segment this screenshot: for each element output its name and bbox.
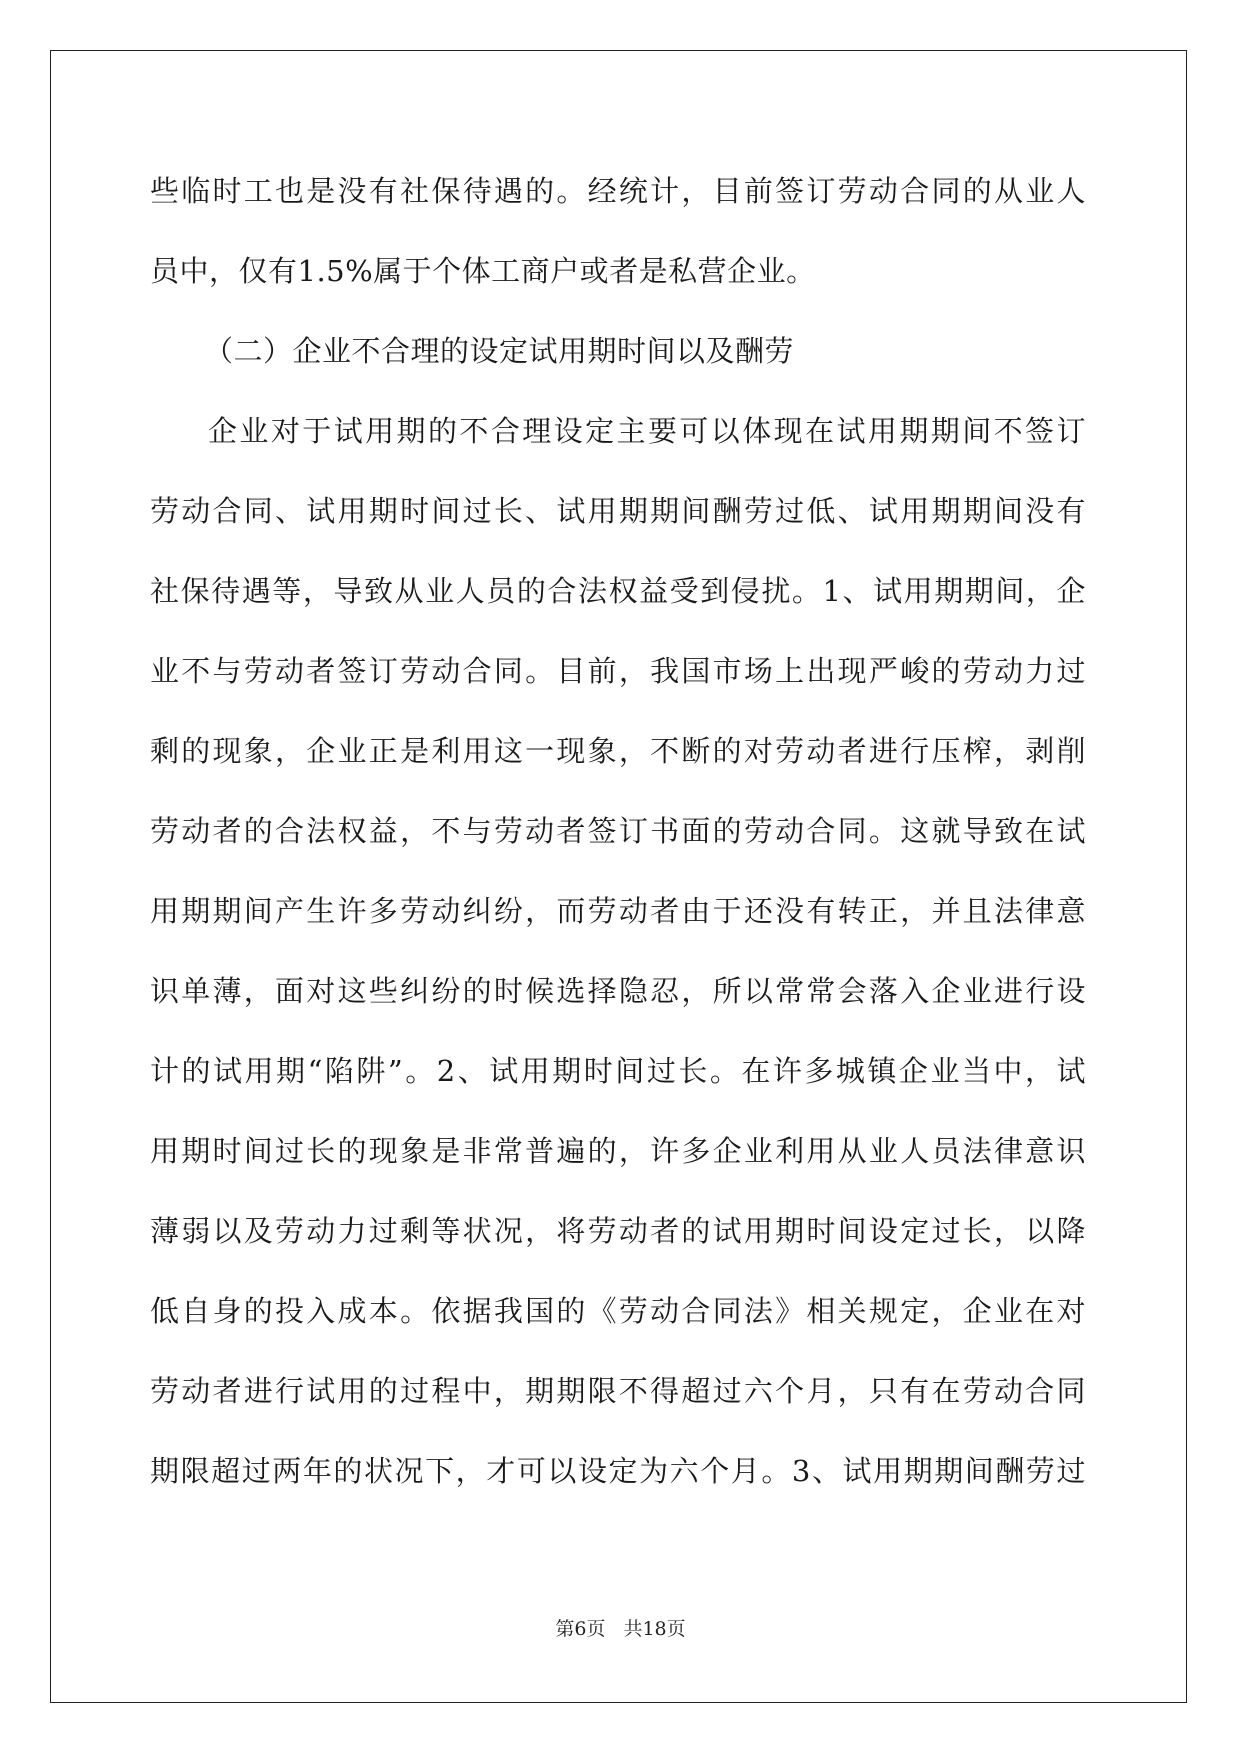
text-line: 劳动者进行试用的过程中，期期限不得超过六个月，只有在劳动合同: [150, 1374, 1086, 1408]
text-line: 低自身的投入成本。依据我国的《劳动合同法》相关规定，企业在对: [150, 1294, 1086, 1328]
document-body: [150, 156, 1086, 1516]
text-line: 劳动者的合法权益，不与劳动者签订书面的劳动合同。这就导致在试: [150, 814, 1086, 848]
page-number: 第6页: [555, 1618, 606, 1640]
text-line: 剩的现象，企业正是利用这一现象，不断的对劳动者进行压榨，剥削: [150, 734, 1086, 768]
text-line: 企业对于试用期的不合理设定主要可以体现在试用期期间不签订: [208, 414, 1086, 448]
page-footer: [0, 1614, 1241, 1641]
page-total: 共18页: [623, 1618, 686, 1640]
section-heading: （二）企业不合理的设定试用期时间以及酬劳: [204, 334, 795, 368]
text-line: 些临时工也是没有社保待遇的。经统计，目前签订劳动合同的从业人: [150, 174, 1086, 208]
text-line: 社保待遇等，导致从业人员的合法权益受到侵扰。1、试用期期间，企: [150, 574, 1086, 608]
text-line: 员中，仅有1.5%属于个体工商户或者是私营企业。: [150, 254, 816, 288]
text-line: 计的试用期“陷阱”。2、试用期时间过长。在许多城镇企业当中，试: [150, 1054, 1086, 1088]
text-line: 识单薄，面对这些纠纷的时候选择隐忍，所以常常会落入企业进行设: [150, 974, 1086, 1008]
text-line: 用期时间过长的现象是非常普遍的，许多企业利用从业人员法律意识: [150, 1134, 1086, 1168]
text-line: 用期期间产生许多劳动纠纷，而劳动者由于还没有转正，并且法律意: [150, 894, 1086, 928]
text-line: 期限超过两年的状况下，才可以设定为六个月。3、试用期期间酬劳过: [150, 1454, 1086, 1488]
text-line: 业不与劳动者签订劳动合同。目前，我国市场上出现严峻的劳动力过: [150, 654, 1086, 688]
text-line: 薄弱以及劳动力过剩等状况，将劳动者的试用期时间设定过长，以降: [150, 1214, 1086, 1248]
text-line: 劳动合同、试用期时间过长、试用期期间酬劳过低、试用期期间没有: [150, 494, 1086, 528]
